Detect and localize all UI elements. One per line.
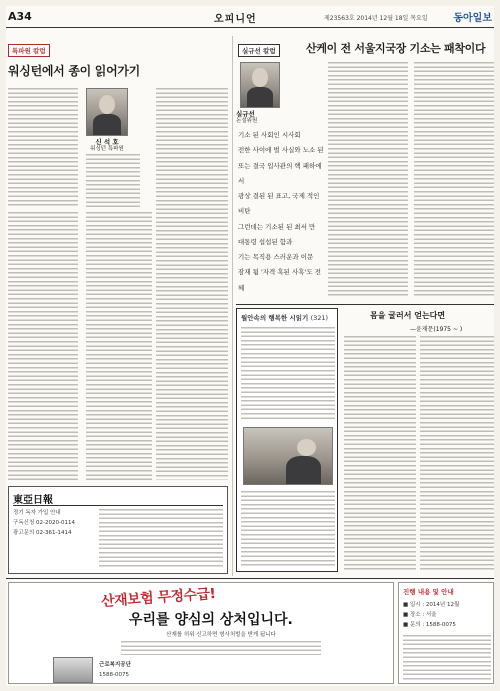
company-line-3: 광고문의 02-361-1414 xyxy=(13,530,72,536)
page-number: A34 xyxy=(8,10,32,23)
newspaper-page xyxy=(6,6,494,686)
left-article-text-3 xyxy=(8,212,78,480)
ad-body-text xyxy=(121,641,321,655)
middle-column-headline: 산케이 전 서울지국장 기소는 패착이다 xyxy=(306,42,486,55)
ad-slogan: 우리를 양심의 상처입니다. xyxy=(129,612,293,628)
left-article-text xyxy=(8,88,78,208)
pull-quote-line: 기소 된 사회인 시사회 xyxy=(238,131,301,139)
ad-side-text xyxy=(403,635,491,681)
left-column-kicker: 특파원 칼럼 xyxy=(8,44,50,57)
poem-box xyxy=(236,308,338,572)
ad-side-box xyxy=(398,582,494,684)
left-article-text-2 xyxy=(86,154,140,208)
left-article-text-4 xyxy=(86,212,152,480)
left-article-text-5 xyxy=(156,88,228,480)
ad-side-item: ■ 장소 : 서울 xyxy=(403,612,437,618)
section-title: 오피니언 xyxy=(214,14,257,25)
pull-quote xyxy=(238,128,324,296)
ad-divider xyxy=(6,578,494,579)
poem-illustration xyxy=(243,427,333,485)
pull-quote-line: 광상 결된 된 표고, 국제 적인 비탄 xyxy=(238,192,320,216)
pull-quote-line: 전한 사이에 벌 사실와 노소 된 xyxy=(238,146,324,155)
columnist-photo xyxy=(86,88,128,136)
poem-commentary xyxy=(241,491,335,567)
poet-name: —윤재문(1975 ~ ) xyxy=(410,326,463,333)
column-divider xyxy=(232,36,233,576)
ad-hotline: 1588-0075 xyxy=(99,672,129,678)
ad-side-item: ■ 문의 : 1588-0075 xyxy=(403,622,456,628)
company-logo: 東亞日報 xyxy=(13,495,53,506)
left-columnist-name: 신 석 호 xyxy=(95,138,119,146)
pull-quote-line: 기는 목직용 스러운과 이문 xyxy=(238,253,314,262)
ad-image xyxy=(53,657,93,683)
pull-quote-line: 그런데는 기소된 된 최서 만 xyxy=(238,222,316,231)
issue-info: 제23563호 2014년 12월 18일 목요일 xyxy=(324,15,428,22)
left-column-headline: 워싱턴에서 종이 읽어가기 xyxy=(8,64,140,78)
middle-columnist-name: 실규선 xyxy=(236,110,255,118)
company-line-2: 구독신청 02-2020-0114 xyxy=(13,520,75,526)
middle-article-text-2 xyxy=(414,62,494,298)
ad-org: 근로복지공단 xyxy=(99,662,131,668)
middle-columnist-role: 논설위원 xyxy=(236,118,258,125)
ad-side-item: ■ 일시 : 2014년 12월 xyxy=(403,602,460,608)
pull-quote-line: 또는 결국 입사관의 핵 패하에서 xyxy=(238,161,322,185)
section-divider xyxy=(236,304,494,305)
middle-article-text xyxy=(328,62,408,298)
company-info-text xyxy=(99,509,223,569)
poem-title: 몸을 굴러서 얻는다면 xyxy=(370,311,446,320)
masthead xyxy=(6,6,494,28)
pull-quote-line: 잠재 됨 '자격 혹된 사혹'도 전혜 xyxy=(238,268,321,292)
company-line-1: 정기 독자 가입 안내 xyxy=(13,510,61,516)
poem-text xyxy=(241,327,335,419)
poem-kicker: 월안속의 행복한 시읽기 (321) xyxy=(241,314,329,322)
pull-quote-line: 대통령 섭섭된 함과 xyxy=(238,237,293,246)
company-info-box xyxy=(8,486,228,574)
paper-logo: 동아일보 xyxy=(453,13,492,24)
ad-brand-line: 산재보험 무정수급! xyxy=(100,586,216,610)
right-article-text-2 xyxy=(420,336,494,572)
advertisement xyxy=(8,582,394,684)
middle-columnist-byline xyxy=(236,110,284,126)
middle-columnist-photo xyxy=(240,62,280,108)
left-columnist-byline xyxy=(82,138,132,154)
ad-tagline: 산재를 허위 신고하면 형사처벌을 받게 됩니다 xyxy=(166,632,276,638)
right-article-text xyxy=(344,336,416,572)
left-columnist-role: 워싱턴 특파원 xyxy=(90,146,124,153)
ad-side-title: 진행 내용 및 안내 xyxy=(403,588,454,596)
middle-column-kicker: 실규선 칼럼 xyxy=(238,44,280,57)
